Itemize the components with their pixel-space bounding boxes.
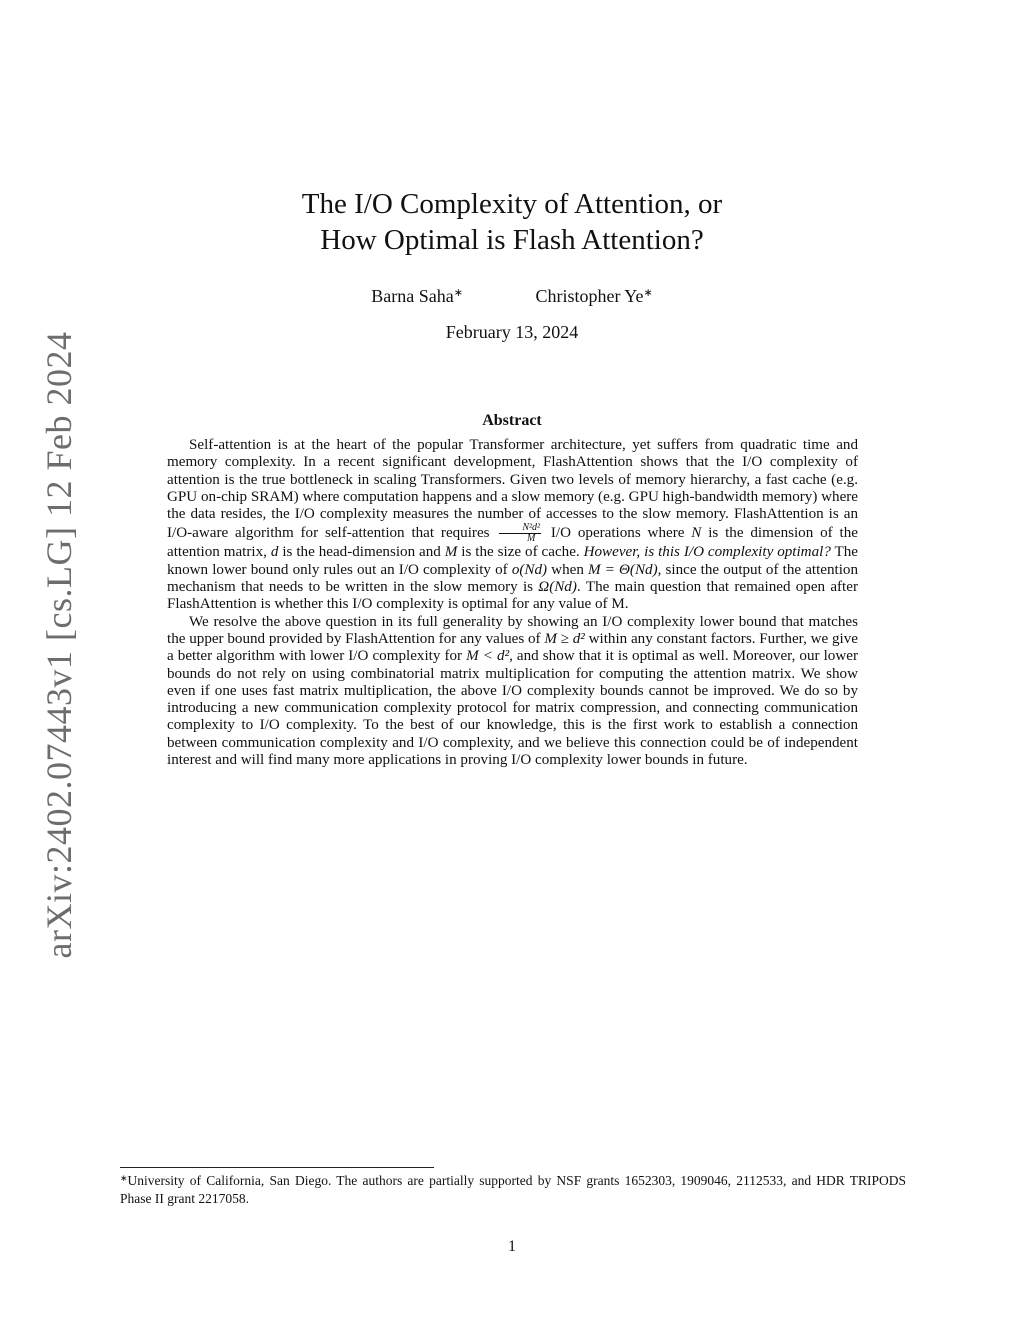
paper-title-line-2: How Optimal is Flash Attention?	[320, 224, 704, 256]
abstract-paragraph-2: We resolve the above question in its full generality by showing an I/O complexity lower bound that matches the upper bound provided by FlashAttention for any values of M ≥ d² within any constant factors. Further, we give a better algorithm with lower I/O complexity for M < d², and show that it is optimal as well. Moreover, our lower bounds do not rely on using combinatorial matrix multiplication for computing the attention matrix. We show even if one uses fast matrix multiplication, the above I/O complexity bounds cannot be improved. We do so by introducing a new communication complexity protocol for matrix compression, and connecting communication complexity to I/O complexity. To the best of our knowledge, this is the first work to establish a connection between communication complexity and I/O complexity, and we believe this connection could be of independent interest and will find many more applications in proving I/O complexity lower bounds in future.	[167, 613, 858, 769]
fraction-n2d2-over-m: $\frac{\text{N²d²}}{M}$	[499, 523, 541, 544]
page-number: 1	[508, 1238, 516, 1255]
author-list	[0, 282, 1024, 307]
abstract-heading: Abstract	[482, 412, 542, 429]
author-name: Barna Saha	[371, 286, 454, 306]
affiliation-mark: ∗	[643, 287, 653, 299]
abstract-body	[167, 437, 858, 769]
affiliation-mark: ∗	[453, 287, 463, 299]
author-christopher-ye	[535, 282, 652, 307]
footnote-separator	[120, 1167, 434, 1168]
abstract-paragraph-1: Self-attention is at the heart of the popular Transformer architecture, yet suffers from quadratic time and memory complexity. In a recent significant development, FlashAttention shows that the I/O complexity of attention is the true bottleneck in scaling Transformers. Given two levels of memory hierarchy, a fast cache (e.g. GPU on-chip SRAM) where computation happens and a slow memory (e.g. GPU high-bandwidth memory) where the data resides, the I/O complexity measures the number of accesses to the slow memory. FlashAttention is an I/O-aware algorithm for self-attention that requires $\frac{\text{N²d²}}{M}$ I/O operations where N is the dimension of the attention matrix, d is the head-dimension and M is the size of cache. However, is this I/O complexity optimal? The known lower bound only rules out an I/O complexity of o(Nd) when M = Θ(Nd), since the output of the attention mechanism that needs to be written in the slow memory is Ω(Nd). The main question that remained open after FlashAttention is whether this I/O complexity is optimal for any value of M.	[167, 437, 859, 613]
author-name: Christopher Ye	[535, 286, 644, 306]
footnote-affiliation	[120, 1172, 906, 1208]
paper-title	[0, 186, 1024, 258]
author-barna-saha	[371, 282, 463, 307]
research-question: However, is this I/O complexity optimal?	[583, 544, 831, 561]
arxiv-identifier-stamp: arXiv:2402.07443v1 [cs.LG] 12 Feb 2024	[39, 331, 79, 959]
publication-date: February 13, 2024	[445, 322, 579, 342]
footnote-text: University of California, San Diego. The authors are partially supported by NSF grants 1652303, 1909046, 2112533, and HDR TRIPODS Phase II grant 2217058.	[120, 1173, 906, 1206]
footnote-mark: ∗	[120, 1173, 128, 1183]
paper-title-line-1: The I/O Complexity of Attention, or	[301, 188, 723, 220]
